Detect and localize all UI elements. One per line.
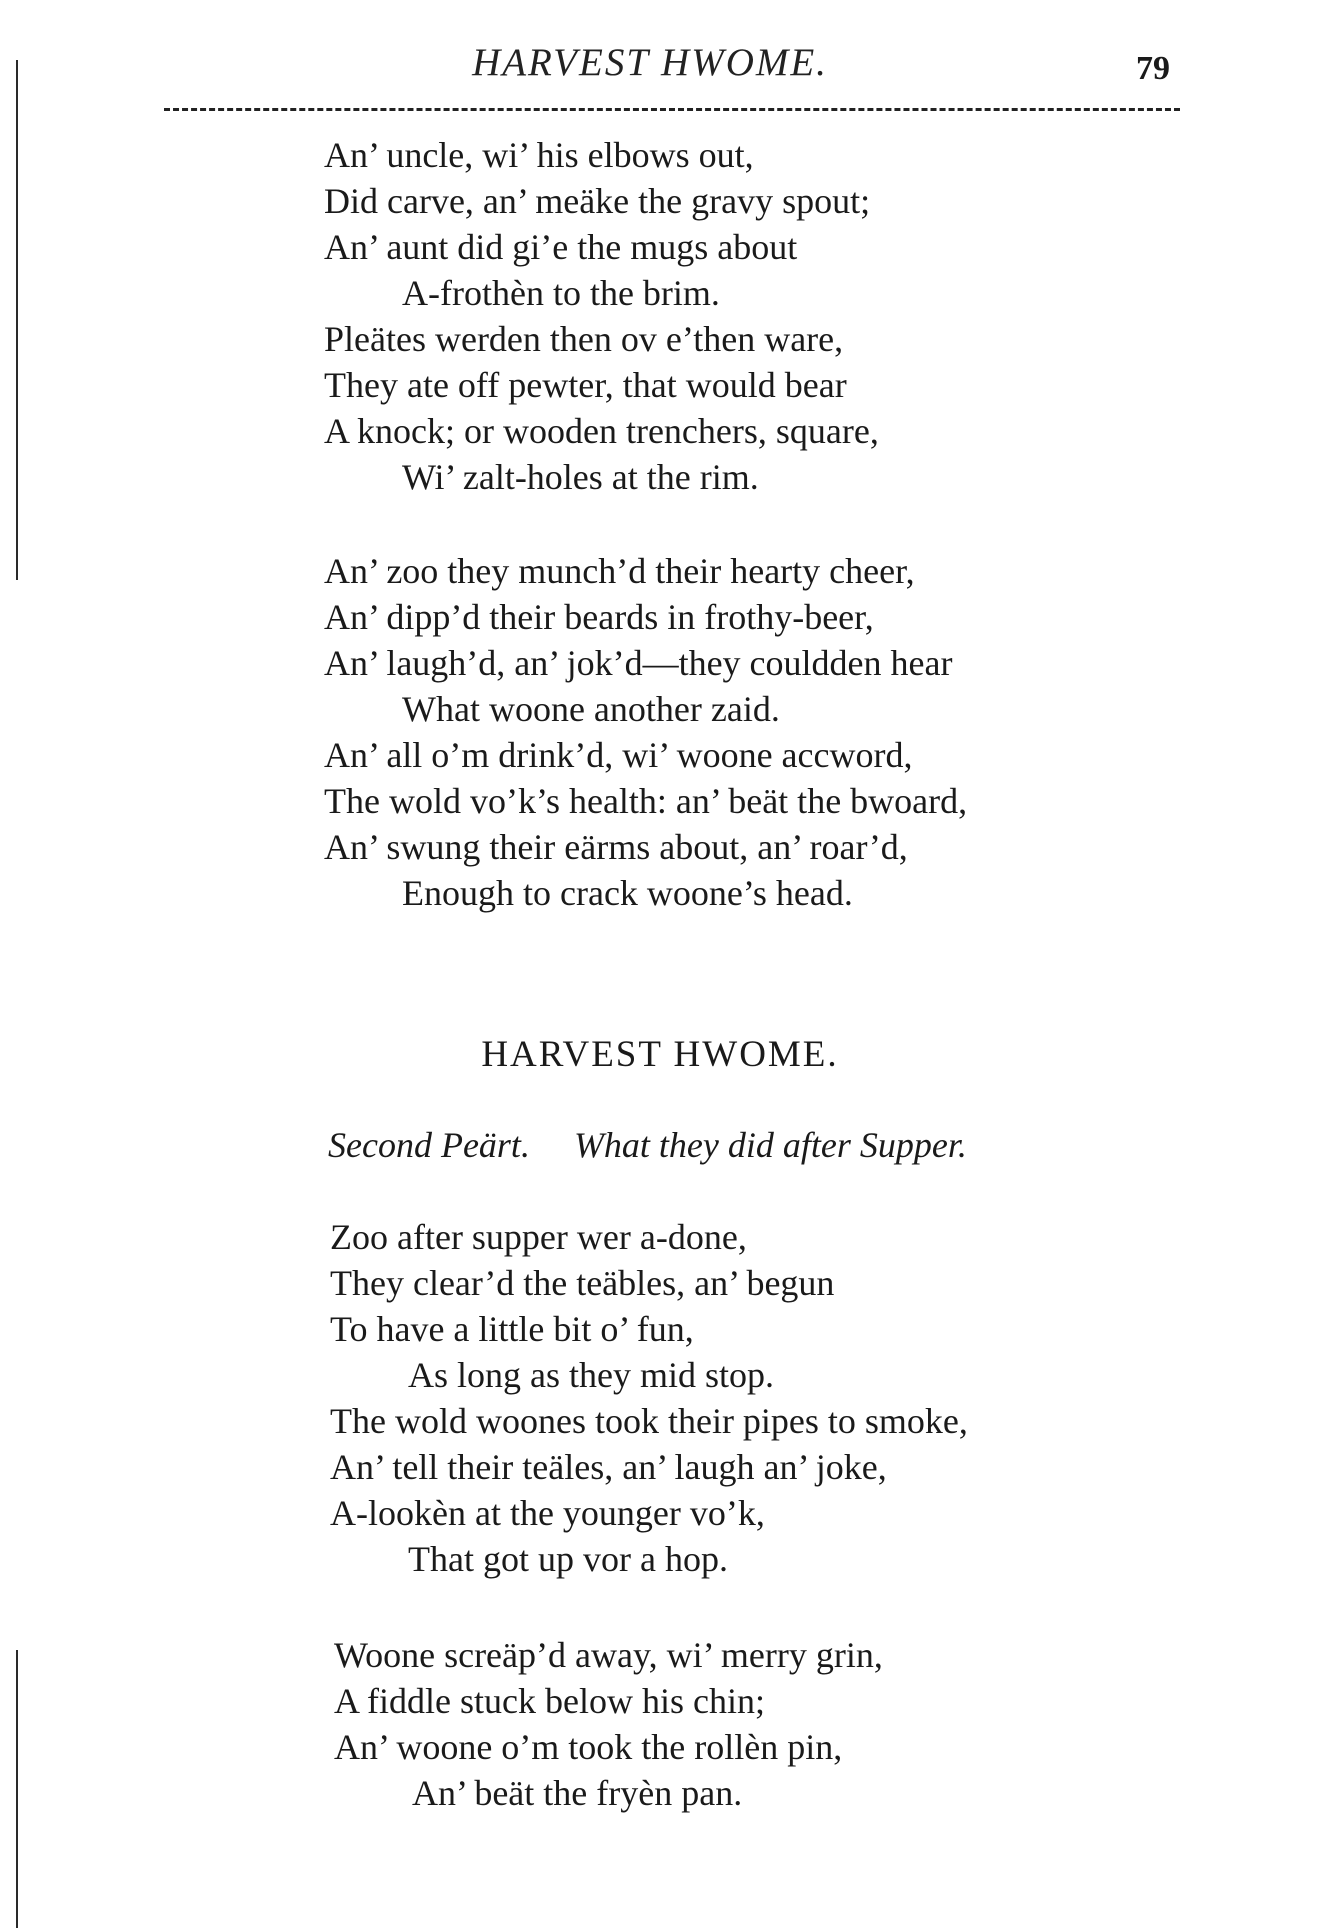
section-title: HARVEST HWOME. <box>481 1034 839 1075</box>
verse-line: A-lookèn at the younger vo’k, <box>330 1493 765 1533</box>
section-subtitle <box>328 1124 967 1166</box>
part-label: Second Peärt. <box>328 1125 530 1165</box>
verse-line: An’ all o’m drink’d, wi’ woone accword, <box>324 735 913 775</box>
stanza <box>324 548 967 916</box>
stanza <box>330 1214 968 1582</box>
page-number: 79 <box>1136 50 1170 87</box>
verse-line: Pleätes werden then ov e’then ware, <box>324 319 844 359</box>
verse-line: A fiddle stuck below his chin; <box>334 1681 765 1721</box>
verse-line: As long as they mid stop. <box>408 1355 774 1395</box>
verse-line: An’ dipp’d their beards in frothy-beer, <box>324 597 874 637</box>
verse-line: Zoo after supper wer a-done, <box>330 1217 747 1257</box>
verse-line: To have a little bit o’ fun, <box>330 1309 694 1349</box>
verse-line: They clear’d the teäbles, an’ begun <box>330 1263 835 1303</box>
verse-line: An’ uncle, wi’ his elbows out, <box>324 135 754 175</box>
verse-line: Did carve, an’ meäke the gravy spout; <box>324 181 871 221</box>
part-subtitle: What they did after Supper. <box>573 1125 967 1165</box>
verse-line: An’ woone o’m took the rollèn pin, <box>334 1727 843 1767</box>
running-title: HARVEST HWOME. <box>472 41 828 84</box>
verse-line: The wold vo’k’s health: an’ beät the bwoard, <box>324 781 968 821</box>
verse-line: An’ zoo they munch’d their hearty cheer, <box>324 551 915 591</box>
verse-line: Enough to crack woone’s head. <box>402 873 853 913</box>
verse-line: That got up vor a hop. <box>408 1539 728 1579</box>
verse-line: What woone another zaid. <box>402 689 780 729</box>
verse-line: An’ tell their teäles, an’ laugh an’ joke, <box>330 1447 887 1487</box>
stanza <box>334 1632 883 1816</box>
verse-line: An’ aunt did gi’e the mugs about <box>324 227 798 267</box>
verse-line: An’ beät the fryèn pan. <box>412 1773 743 1813</box>
verse-line: Wi’ zalt-holes at the rim. <box>402 457 759 497</box>
page-edge-mark <box>16 1650 18 1928</box>
header-rule <box>164 108 1180 111</box>
verse-line: The wold woones took their pipes to smoke, <box>330 1401 968 1441</box>
page-edge-mark <box>16 60 18 580</box>
verse-line: They ate off pewter, that would bear <box>324 365 847 405</box>
stanza <box>324 132 879 500</box>
verse-line: A knock; or wooden trenchers, square, <box>324 411 879 451</box>
verse-line: An’ laugh’d, an’ jok’d—they couldden hear <box>324 643 953 683</box>
verse-line: An’ swung their eärms about, an’ roar’d, <box>324 827 908 867</box>
verse-line: A-frothèn to the brim. <box>402 273 720 313</box>
verse-line: Woone screäp’d away, wi’ merry grin, <box>334 1635 883 1675</box>
